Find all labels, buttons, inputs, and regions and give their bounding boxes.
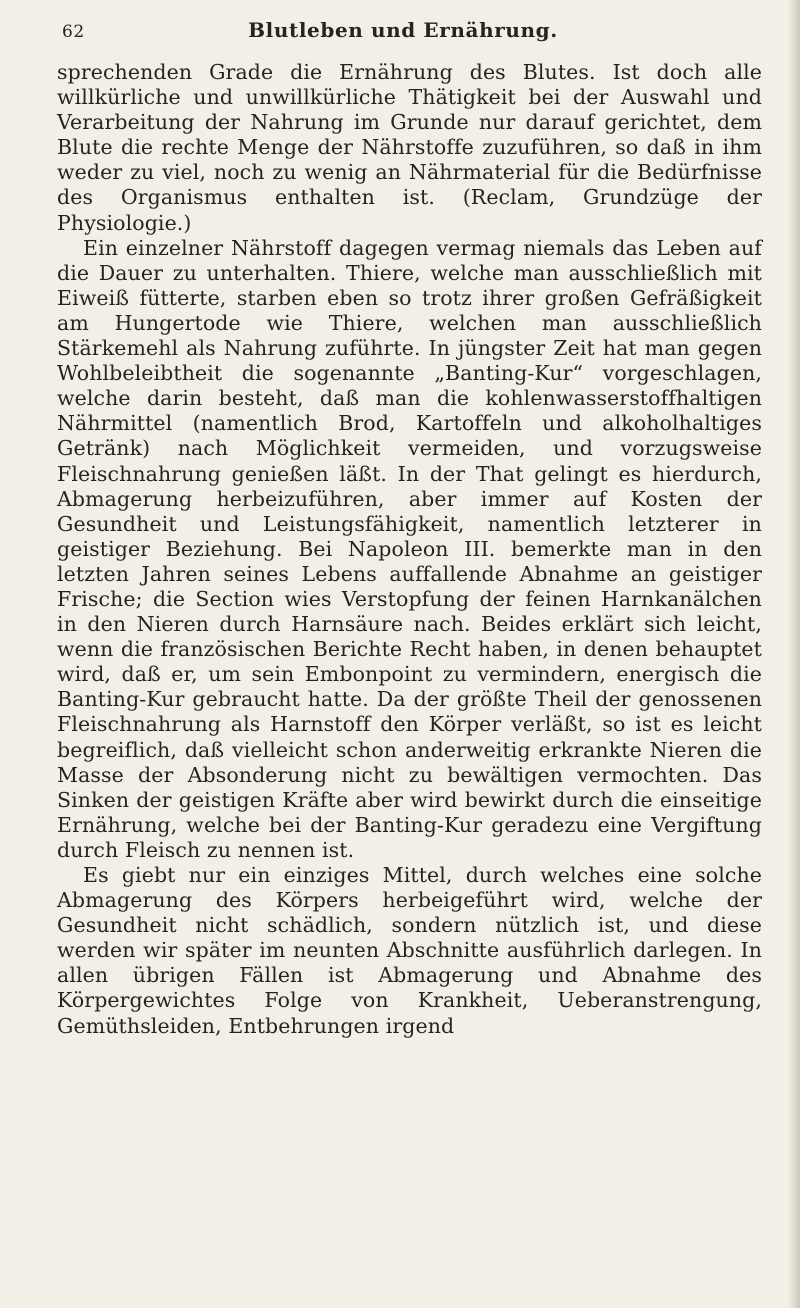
running-head: Blutleben und Ernährung.: [248, 18, 558, 42]
page-number: 62: [62, 22, 85, 42]
paragraph: Es giebt nur ein einziges Mittel, durch welches eine solche Abmagerung des Körpers herbeigeführt wird, welche der Gesundheit nicht schädlich, sondern nützlich ist, und diese werden wir später im neunten Abschnitte ausführlich darlegen. In allen übrigen Fällen ist Abmagerung und Abnahme des Körpergewichtes Folge von Krankheit, Ueberanstrengung, Gemüthsleiden, Entbehrungen irgend: [57, 863, 762, 1038]
body-text: [57, 60, 762, 1039]
page-edge-shadow: [788, 0, 800, 1308]
page-header: [42, 12, 764, 48]
paragraph: sprechenden Grade die Ernährung des Blutes. Ist doch alle willkürliche und unwillkürliche Thätigkeit bei der Auswahl und Verarbeitung der Nahrung im Grunde nur darauf gerichtet, dem Blute die rechte Menge der Nährstoffe zuzuführen, so daß in ihm weder zu viel, noch zu wenig an Nährmaterial für die Bedürfnisse des Organismus enthalten ist. (Reclam, Grundzüge der Physiologie.): [57, 60, 762, 235]
paragraph: Ein einzelner Nährstoff dagegen vermag niemals das Leben auf die Dauer zu unterhalten. Thiere, welche man ausschließlich mit Eiweiß fütterte, starben eben so trotz ihrer großen Gefräßigkeit am Hungertode wie Thiere, welchen man ausschließlich Stärkemehl als Nahrung zuführte. In jüngster Zeit hat man gegen Wohlbeleibtheit die sogenannte „Banting-Kur“ vorgeschlagen, welche darin besteht, daß man die kohlenwasserstoffhaltigen Nährmittel (namentlich Brod, Kartoffeln und alkoholhaltiges Getränk) nach Möglichkeit vermeiden, und vorzugsweise Fleischnahrung genießen läßt. In der That gelingt es hierdurch, Abmagerung herbeizuführen, aber immer auf Kosten der Gesundheit und Leistungsfähigkeit, namentlich letzterer in geistiger Beziehung. Bei Napoleon III. bemerkte man in den letzten Jahren seines Lebens auffallende Abnahme an geistiger Frische; die Section wies Verstopfung der feinen Harnkanälchen in den Nieren durch Harnsäure nach. Beides erklärt sich leicht, wenn die französischen Berichte Recht haben, in denen behauptet wird, daß er, um sein Embonpoint zu vermindern, energisch die Banting-Kur gebraucht hatte. Da der größte Theil der genossenen Fleischnahrung als Harnstoff den Körper verläßt, so ist es leicht begreiflich, daß vielleicht schon anderweitig erkrankte Nieren die Masse der Absonderung nicht zu bewältigen vermochten. Das Sinken der geistigen Kräfte aber wird bewirkt durch die einseitige Ernährung, welche bei der Banting-Kur geradezu eine Vergiftung durch Fleisch zu nennen ist.: [57, 235, 762, 862]
